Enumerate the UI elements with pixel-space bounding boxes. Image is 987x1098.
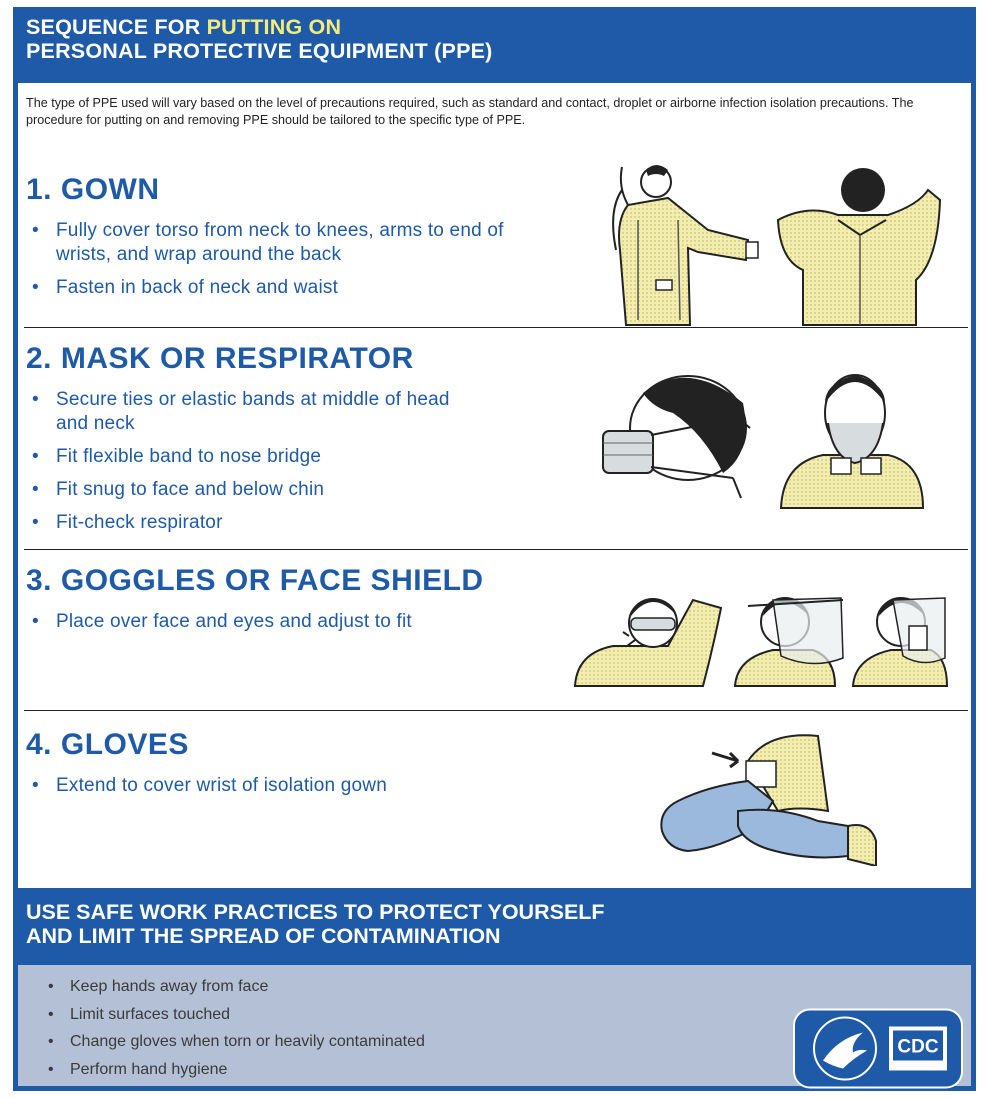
content-panel xyxy=(18,83,971,888)
section-title: 1. GOWN xyxy=(26,173,160,206)
title-line2: PERSONAL PROTECTIVE EQUIPMENT (PPE) xyxy=(26,39,493,63)
list-item: • Fit-check respirator xyxy=(32,511,472,535)
cdc-logo-text: CDC xyxy=(897,1036,939,1058)
poster-frame xyxy=(13,7,976,1091)
section-divider xyxy=(24,327,968,328)
list-item: • Fasten in back of neck and waist xyxy=(32,276,512,300)
footer-bullets xyxy=(48,973,425,1083)
list-item: • Fit snug to face and below chin xyxy=(32,478,472,502)
section-title: 3. GOGGLES OR FACE SHIELD xyxy=(26,564,484,597)
goggles-face-shield-illustration-icon xyxy=(573,578,948,688)
section-divider xyxy=(24,549,968,550)
list-item: • Keep hands away from face xyxy=(48,973,425,1001)
poster-title xyxy=(26,15,493,63)
list-item: • Perform hand hygiene xyxy=(48,1056,425,1084)
list-item: • Fully cover torso from neck to knees, arms to end of wrists, and wrap around the back xyxy=(32,219,512,267)
list-item: • Secure ties or elastic bands at middle of head and neck xyxy=(32,388,472,436)
section-divider xyxy=(24,710,968,711)
section-bullets xyxy=(32,774,552,807)
title-part1: SEQUENCE FOR xyxy=(26,15,207,39)
title-highlight: PUTTING ON xyxy=(206,15,342,39)
list-item: • Fit flexible band to nose bridge xyxy=(32,445,472,469)
footer-title-line2: AND LIMIT THE SPREAD OF CONTAMINATION xyxy=(26,924,501,948)
list-item: • Place over face and eyes and adjust to fit xyxy=(32,610,552,634)
list-item: • Extend to cover wrist of isolation gown xyxy=(32,774,552,798)
footer-title-line1: USE SAFE WORK PRACTICES TO PROTECT YOURSELF xyxy=(26,900,605,924)
gown-illustration-icon xyxy=(598,160,948,330)
mask-illustration-icon xyxy=(593,363,933,513)
section-bullets xyxy=(32,219,512,309)
section-title: 4. GLOVES xyxy=(26,728,189,761)
section-bullets xyxy=(32,610,552,643)
poster-header xyxy=(13,7,976,80)
cdc-logo-icon xyxy=(889,1027,947,1071)
list-item: • Change gloves when torn or heavily contaminated xyxy=(48,1028,425,1056)
gloves-illustration-icon xyxy=(648,731,878,866)
section-title: 2. MASK OR RESPIRATOR xyxy=(26,342,414,375)
logo-badge xyxy=(793,1007,963,1090)
list-item: • Limit surfaces touched xyxy=(48,1001,425,1029)
section-bullets xyxy=(32,388,472,544)
intro-text: The type of PPE used will vary based on the level of precautions required, such as standard and contact, droplet or airborne infection isolation precautions. The procedure for putting on and removing PPE should be tailored to the specific type of PPE. xyxy=(26,96,914,127)
footer-title xyxy=(26,900,605,948)
